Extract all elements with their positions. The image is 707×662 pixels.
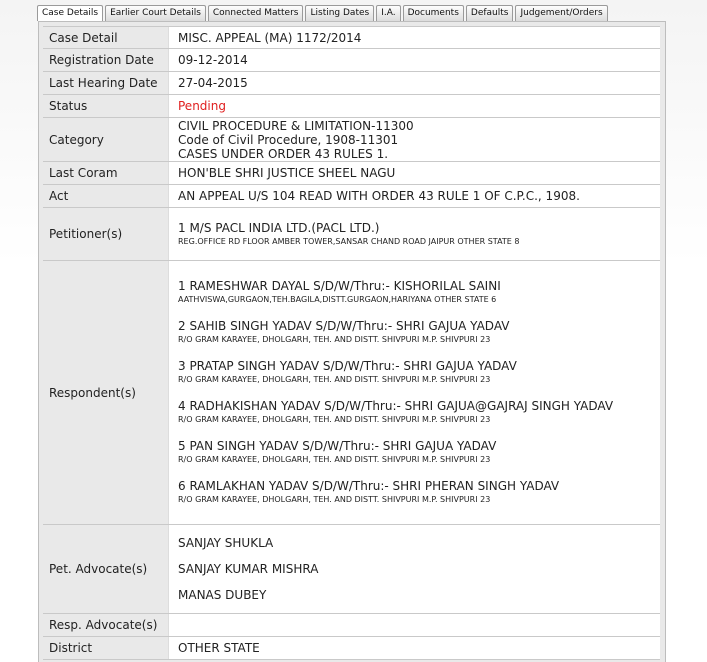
- petitioner-item: [178, 221, 660, 248]
- tab-earlier-court-details[interactable]: Earlier Court Details: [105, 5, 206, 21]
- row-last-coram: [43, 162, 660, 185]
- party-address: R/O GRAM KARAYEE, DHOLGARH, TEH. AND DISTT. SHIVPURI M.P. SHIVPURI 23: [178, 495, 491, 504]
- respondent-item: [178, 439, 660, 466]
- advocate-name: SANJAY KUMAR MISHRA: [178, 562, 319, 576]
- row-status: [43, 95, 660, 118]
- petitioners-label: Petitioner(s): [43, 208, 168, 260]
- party-name: 3 PRATAP SINGH YADAV S/D/W/Thru:- SHRI GAJUA YADAV: [178, 359, 517, 373]
- row-petitioners: [43, 208, 660, 261]
- party-name: 2 SAHIB SINGH YADAV S/D/W/Thru:- SHRI GAJUA YADAV: [178, 319, 510, 333]
- party-name: 4 RADHAKISHAN YADAV S/D/W/Thru:- SHRI GAJUA@GAJRAJ SINGH YADAV: [178, 399, 614, 413]
- advocate-name: SANJAY SHUKLA: [178, 536, 274, 550]
- party-name: 5 PAN SINGH YADAV S/D/W/Thru:- SHRI GAJUA YADAV: [178, 439, 497, 453]
- respondents-label: Respondent(s): [43, 261, 168, 524]
- party-address: R/O GRAM KARAYEE, DHOLGARH, TEH. AND DISTT. SHIVPURI M.P. SHIVPURI 23: [178, 455, 491, 464]
- row-case-detail: [43, 26, 660, 49]
- respondent-item: [178, 399, 660, 426]
- act-label: Act: [43, 185, 168, 207]
- respondent-item: [178, 279, 660, 306]
- row-registration-date: [43, 49, 660, 72]
- row-district: [43, 637, 660, 660]
- tab-listing-dates[interactable]: Listing Dates: [305, 5, 374, 21]
- category-line: CASES UNDER ORDER 43 RULES 1.: [178, 146, 389, 161]
- last-hearing-date-value: 27-04-2015: [168, 72, 660, 94]
- row-resp-advocates: [43, 614, 660, 637]
- row-respondents: [43, 261, 660, 525]
- respondent-item: [178, 479, 660, 506]
- case-detail-label: Case Detail: [43, 27, 168, 48]
- pet-advocates-label: Pet. Advocate(s): [43, 525, 168, 613]
- registration-date-label: Registration Date: [43, 49, 168, 71]
- status-label: Status: [43, 95, 168, 117]
- respondent-item: [178, 359, 660, 386]
- respondents-value: [168, 261, 660, 524]
- tab-defaults[interactable]: Defaults: [466, 5, 514, 21]
- category-line: CIVIL PROCEDURE & LIMITATION-11300: [178, 118, 414, 133]
- case-details-table: [43, 26, 660, 660]
- district-value: OTHER STATE: [168, 637, 660, 659]
- party-name: 6 RAMLAKHAN YADAV S/D/W/Thru:- SHRI PHERAN SINGH YADAV: [178, 479, 560, 493]
- category-label: Category: [43, 118, 168, 161]
- party-name: 1 RAMESHWAR DAYAL S/D/W/Thru:- KISHORILAL SAINI: [178, 279, 501, 293]
- tab-case-details[interactable]: Case Details: [37, 5, 103, 21]
- party-address: R/O GRAM KARAYEE, DHOLGARH, TEH. AND DISTT. SHIVPURI M.P. SHIVPURI 23: [178, 375, 491, 384]
- party-name: 1 M/S PACL INDIA LTD.(PACL LTD.): [178, 220, 380, 235]
- respondent-item: [178, 319, 660, 346]
- case-detail-value: MISC. APPEAL (MA) 1172/2014: [168, 27, 660, 48]
- last-coram-value: HON'BLE SHRI JUSTICE SHEEL NAGU: [168, 162, 660, 184]
- tab-ia[interactable]: I.A.: [376, 5, 400, 21]
- party-address: R/O GRAM KARAYEE, DHOLGARH, TEH. AND DISTT. SHIVPURI M.P. SHIVPURI 23: [178, 415, 491, 424]
- pet-advocates-value: [168, 525, 660, 613]
- category-line: Code of Civil Procedure, 1908-11301: [178, 132, 399, 147]
- act-value: AN APPEAL U/S 104 READ WITH ORDER 43 RULE 1 OF C.P.C., 1908.: [168, 185, 660, 207]
- tab-judgement-orders[interactable]: Judgement/Orders: [515, 5, 607, 21]
- petitioners-value: [168, 208, 660, 260]
- row-last-hearing-date: [43, 72, 660, 95]
- tab-connected-matters[interactable]: Connected Matters: [208, 5, 304, 21]
- district-label: District: [43, 637, 168, 659]
- advocate-name: MANAS DUBEY: [178, 588, 267, 602]
- tab-documents[interactable]: Documents: [403, 5, 464, 21]
- tab-bar: [37, 5, 608, 21]
- party-address: REG.OFFICE RD FLOOR AMBER TOWER,SANSAR CHAND ROAD JAIPUR OTHER STATE 8: [178, 236, 520, 246]
- resp-advocates-value: [168, 614, 660, 636]
- party-address: AATHVISWA,GURGAON,TEH.BAGILA,DISTT.GURGAON,HARIYANA OTHER STATE 6: [178, 295, 497, 304]
- category-value: [168, 118, 660, 161]
- row-act: [43, 185, 660, 208]
- status-value: Pending: [168, 95, 660, 117]
- party-address: R/O GRAM KARAYEE, DHOLGARH, TEH. AND DISTT. SHIVPURI M.P. SHIVPURI 23: [178, 335, 491, 344]
- resp-advocates-label: Resp. Advocate(s): [43, 614, 168, 636]
- row-pet-advocates: [43, 525, 660, 614]
- last-hearing-date-label: Last Hearing Date: [43, 72, 168, 94]
- last-coram-label: Last Coram: [43, 162, 168, 184]
- registration-date-value: 09-12-2014: [168, 49, 660, 71]
- row-category: [43, 118, 660, 162]
